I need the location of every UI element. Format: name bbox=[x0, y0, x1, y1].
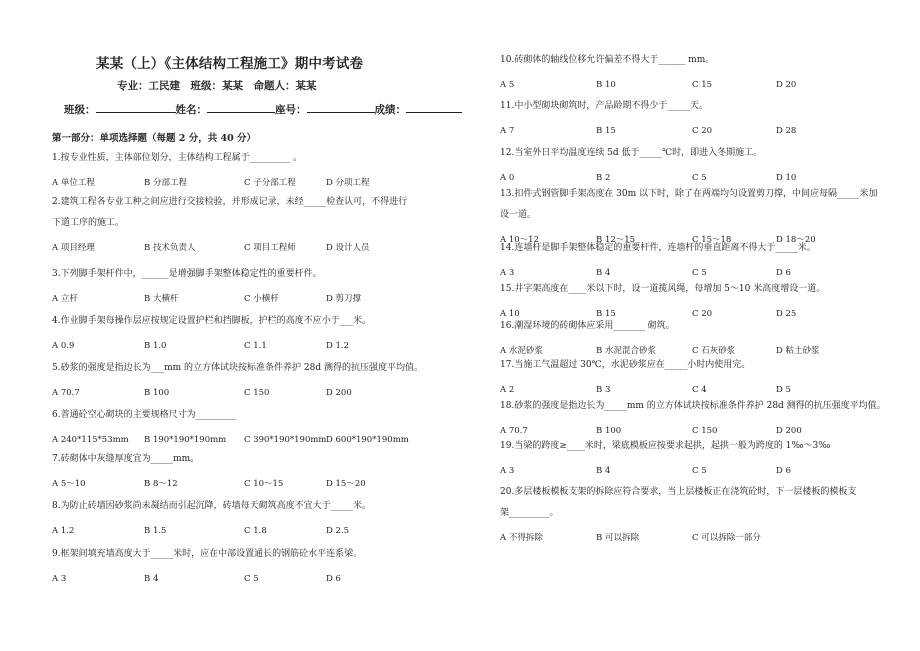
exam-title: 某某（上）《主体结构工程施工》期中考试卷 bbox=[96, 56, 364, 72]
question-text: 架_________。 bbox=[500, 508, 559, 518]
answer-option[interactable]: B 12～15 bbox=[596, 235, 636, 245]
answer-option[interactable]: B 4 bbox=[596, 268, 611, 278]
answer-option[interactable]: B 100 bbox=[596, 426, 622, 436]
answer-option[interactable]: A 3 bbox=[500, 466, 515, 476]
answer-option[interactable]: D 6 bbox=[776, 466, 791, 476]
answer-option[interactable]: D 分项工程 bbox=[326, 178, 370, 188]
answer-option[interactable]: C 1.1 bbox=[244, 341, 267, 351]
answer-option[interactable]: D 28 bbox=[776, 126, 797, 136]
answer-option[interactable]: B 4 bbox=[144, 574, 159, 584]
answer-option[interactable]: B 100 bbox=[144, 388, 170, 398]
answer-option[interactable]: B 10 bbox=[596, 80, 616, 90]
question-text: 1.按专业性质，主体部位划分，主体结构工程属于_________ 。 bbox=[52, 153, 302, 163]
answer-option[interactable]: D 2.5 bbox=[326, 526, 350, 536]
answer-option[interactable]: A 5～10 bbox=[52, 479, 86, 489]
answer-option[interactable]: B 可以拆除 bbox=[596, 533, 639, 543]
answer-option[interactable]: D 5 bbox=[776, 385, 791, 395]
class-label: 班级： bbox=[64, 104, 96, 116]
answer-option[interactable]: D 剪刀撑 bbox=[326, 294, 362, 304]
question-text: 下道工序的施工。 bbox=[52, 218, 125, 228]
answer-option[interactable]: D 200 bbox=[776, 426, 802, 436]
answer-option[interactable]: C 15 bbox=[692, 80, 713, 90]
question-text: 17.当施工气温超过 30℃，水泥砂浆应在_____小时内使用完。 bbox=[500, 360, 751, 370]
question-text: 16.潮湿环境的砖砌体应采用_______ 砌筑。 bbox=[500, 321, 675, 331]
question-text: 2.建筑工程各专业工种之间应进行交接检验，并形成记录，未经_____检查认可，不得进行 bbox=[52, 197, 408, 207]
answer-option[interactable]: D 600*190*190mm bbox=[326, 435, 409, 445]
seat-label: 座号： bbox=[275, 104, 307, 116]
answer-option[interactable]: D 10 bbox=[776, 173, 797, 183]
answer-option[interactable]: D 粘土砂浆 bbox=[776, 346, 820, 356]
question-text: 设一道。 bbox=[500, 210, 537, 220]
answer-option[interactable]: A 10 bbox=[500, 309, 520, 319]
answer-option[interactable]: B 15 bbox=[596, 309, 616, 319]
class-blank bbox=[96, 101, 176, 113]
answer-option[interactable]: A 3 bbox=[52, 574, 67, 584]
question-text: 18.砂浆的强度是指边长为_____mm 的立方体试块按标准条件养护 28d 测得的抗压强度平均值。 bbox=[500, 401, 886, 411]
question-text: 12.当室外日平均温度连续 5d 低于_____℃时，即进入冬期施工。 bbox=[500, 148, 763, 158]
answer-option[interactable]: C 可以拆除一部分 bbox=[692, 533, 761, 543]
seat-blank bbox=[307, 101, 375, 113]
answer-option[interactable]: B 8～12 bbox=[144, 479, 178, 489]
question-text: 4.作业脚手架每操作层应按规定设置护栏和挡脚板，护栏的高度不应小于___米。 bbox=[52, 316, 372, 326]
answer-option[interactable]: D 15～20 bbox=[326, 479, 366, 489]
answer-option[interactable]: D 1.2 bbox=[326, 341, 350, 351]
answer-option[interactable]: A 240*115*53mm bbox=[52, 435, 129, 445]
score-blank bbox=[406, 101, 462, 113]
name-label: 姓名： bbox=[175, 104, 207, 116]
answer-option[interactable]: A 7 bbox=[500, 126, 515, 136]
question-text: 19.当梁的跨度≥____米时，梁底模板应按要求起拱，起拱一般为跨度的 1‰～3‰ bbox=[500, 441, 831, 451]
question-text: 3.下列脚手架杆件中，______是增强脚手架整体稳定性的重要杆件。 bbox=[52, 269, 322, 279]
answer-option[interactable]: B 1.0 bbox=[144, 341, 167, 351]
answer-option[interactable]: C 小横杆 bbox=[244, 294, 279, 304]
answer-option[interactable]: D 6 bbox=[776, 268, 791, 278]
name-blank bbox=[207, 101, 275, 113]
question-text: 20.多层楼板模板支架的拆除应符合要求，当上层楼板正在浇筑砼时，下一层楼板的模板支 bbox=[500, 487, 857, 497]
answer-option[interactable]: D 25 bbox=[776, 309, 797, 319]
question-text: 10.砖砌体的轴线位移允许偏差不得大于______ mm。 bbox=[500, 55, 715, 65]
answer-option[interactable]: A 单位工程 bbox=[52, 178, 95, 188]
answer-option[interactable]: A 5 bbox=[500, 80, 515, 90]
question-text: 8.为防止砖墙因砂浆尚未凝结而引起沉降，砖墙每天砌筑高度不宜大于_____米。 bbox=[52, 501, 372, 511]
answer-option[interactable]: A 0.9 bbox=[52, 341, 75, 351]
answer-option[interactable]: A 2 bbox=[500, 385, 515, 395]
section-heading: 第一部分：单项选择题（每题 2 分，共 40 分） bbox=[52, 133, 257, 144]
answer-option[interactable]: D 设计人员 bbox=[326, 243, 370, 253]
answer-option[interactable]: B 水泥混合砂浆 bbox=[596, 346, 656, 356]
answer-option[interactable]: C 5 bbox=[692, 268, 707, 278]
answer-option[interactable]: C 10～15 bbox=[244, 479, 284, 489]
answer-option[interactable]: A 10～12 bbox=[500, 235, 539, 245]
answer-option[interactable]: C 15～18 bbox=[692, 235, 732, 245]
exam-subtitle: 专业：工民建 班级：某某 命题人：某某 bbox=[117, 80, 317, 92]
answer-option[interactable]: C 20 bbox=[692, 126, 713, 136]
answer-option[interactable]: C 5 bbox=[244, 574, 259, 584]
answer-option[interactable]: D 6 bbox=[326, 574, 341, 584]
question-text: 9.框架间填充墙高度大于_____米时，应在中部设置通长的钢筋砼水平连系梁。 bbox=[52, 549, 363, 559]
answer-option[interactable]: C 390*190*190mm bbox=[244, 435, 327, 445]
score-label: 成绩： bbox=[374, 104, 406, 116]
answer-option[interactable]: C 5 bbox=[692, 173, 707, 183]
question-text: 6.普通砼空心砌块的主要规格尺寸为_________ bbox=[52, 410, 237, 420]
answer-option[interactable]: C 20 bbox=[692, 309, 713, 319]
answer-option[interactable]: C 150 bbox=[692, 426, 718, 436]
question-text: 14.连墙杆是脚手架整体稳定的重要杆件，连墙杆的垂直距离不得大于_____米。 bbox=[500, 243, 816, 253]
answer-option[interactable]: C 项目工程师 bbox=[244, 243, 296, 253]
answer-option[interactable]: B 4 bbox=[596, 466, 611, 476]
answer-option[interactable]: A 项目经理 bbox=[52, 243, 95, 253]
answer-option[interactable]: B 15 bbox=[596, 126, 616, 136]
answer-option[interactable]: B 大横杆 bbox=[144, 294, 179, 304]
answer-option[interactable]: A 水泥砂浆 bbox=[500, 346, 543, 356]
answer-option[interactable]: A 不得拆除 bbox=[500, 533, 543, 543]
answer-option[interactable]: C 1.8 bbox=[244, 526, 267, 536]
answer-option[interactable]: A 70.7 bbox=[52, 388, 80, 398]
question-text: 5.砂浆的强度是指边长为___mm 的立方体试块按标准条件养护 28d 测得的抗压强度平均值。 bbox=[52, 363, 423, 373]
answer-option[interactable]: B 190*190*190mm bbox=[144, 435, 227, 445]
answer-option[interactable]: C 5 bbox=[692, 466, 707, 476]
answer-option[interactable]: C 石灰砂浆 bbox=[692, 346, 736, 356]
question-text: 15.井字架高度在____米以下时，设一道揽风绳，每增加 5～10 米高度增设一道。 bbox=[500, 284, 826, 294]
answer-option[interactable]: B 分部工程 bbox=[144, 178, 187, 188]
answer-option[interactable]: C 150 bbox=[244, 388, 270, 398]
question-text: 7.砖砌体中灰缝厚度宜为_____mm。 bbox=[52, 454, 200, 464]
answer-option[interactable]: B 2 bbox=[596, 173, 611, 183]
answer-option[interactable]: A 70.7 bbox=[500, 426, 528, 436]
answer-option[interactable]: D 18～20 bbox=[776, 235, 816, 245]
student-info-fields bbox=[64, 101, 462, 117]
answer-option[interactable]: A 3 bbox=[500, 268, 515, 278]
answer-option[interactable]: C 4 bbox=[692, 385, 707, 395]
answer-option[interactable]: B 3 bbox=[596, 385, 611, 395]
answer-option[interactable]: D 200 bbox=[326, 388, 352, 398]
answer-option[interactable]: A 1.2 bbox=[52, 526, 75, 536]
answer-option[interactable]: A 0 bbox=[500, 173, 515, 183]
answer-option[interactable]: C 子分部工程 bbox=[244, 178, 296, 188]
answer-option[interactable]: B 技术负责人 bbox=[144, 243, 196, 253]
answer-option[interactable]: D 20 bbox=[776, 80, 797, 90]
question-text: 11.中小型砌块砌筑时，产品龄期不得少于_____天。 bbox=[500, 101, 708, 111]
answer-option[interactable]: A 立杆 bbox=[52, 294, 78, 304]
question-text: 13.扣件式钢管脚手架高度在 30m 以下时，除了在两端均匀设置剪刀撑，中间应每隔_____米加 bbox=[500, 189, 878, 199]
answer-option[interactable]: B 1.5 bbox=[144, 526, 167, 536]
